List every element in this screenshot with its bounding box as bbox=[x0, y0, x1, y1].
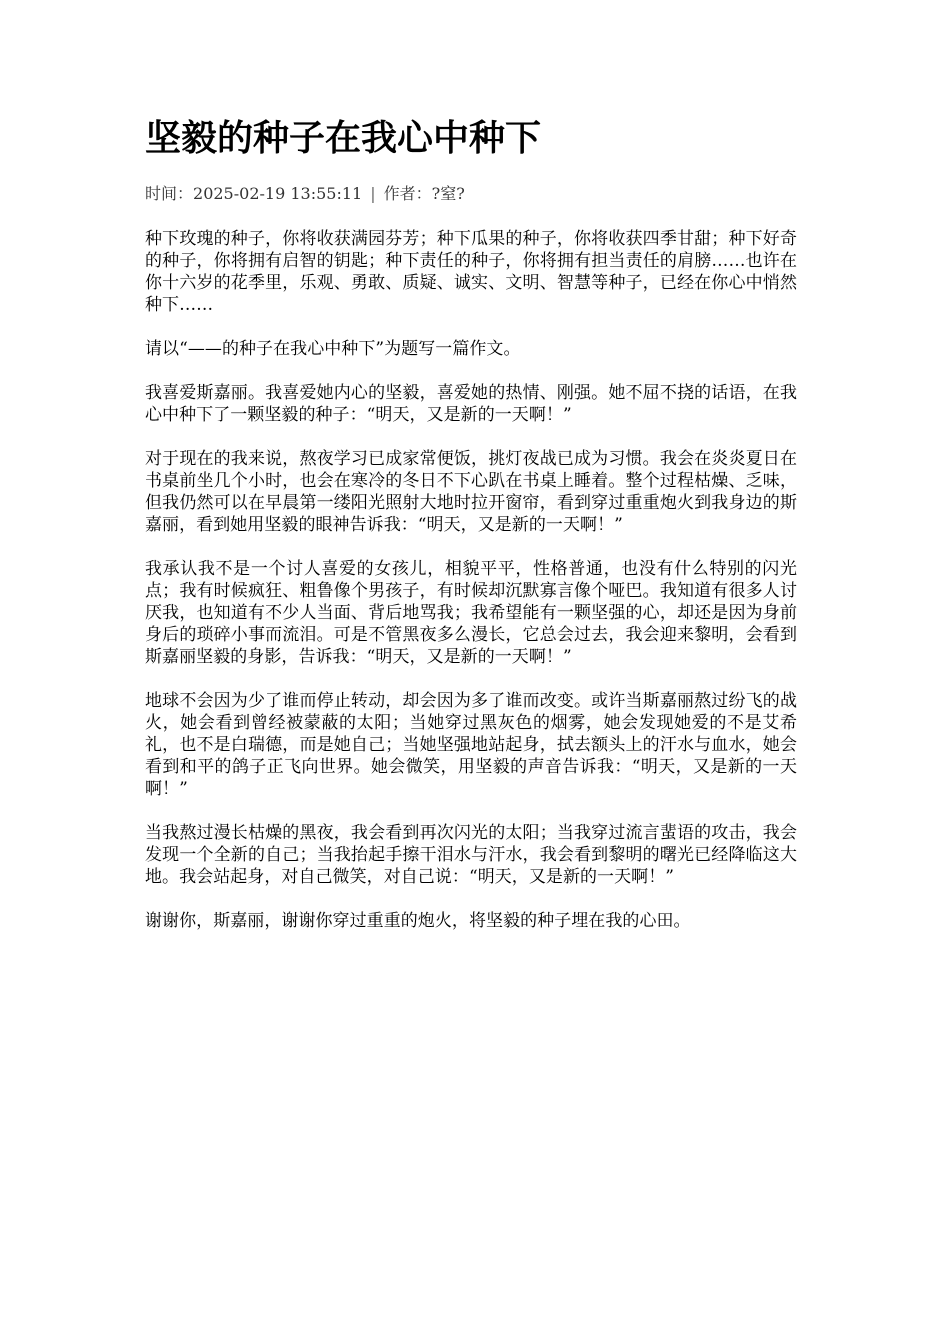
time-label: 时间： bbox=[145, 184, 194, 203]
meta-separator: | bbox=[370, 184, 376, 203]
paragraph-prompt-task: 请以“——的种子在我心中种下”为题写一篇作文。 bbox=[145, 339, 521, 359]
paragraph: 当我熬过漫长枯燥的黑夜，我会看到再次闪光的太阳；当我穿过流言蜚语的攻击，我会发现一个全新的自己；当我抬起手擦干泪水与汗水，我会看到黎明的曙光已经降临这大地。我会站起身，对自己微笑，对自己说：“明天，又是新的一天啊！” bbox=[145, 823, 797, 887]
paragraph: 我承认我不是一个讨人喜爱的女孩儿，相貌平平，性格普通，也没有什么特别的闪光点；我有时候疯狂、粗鲁像个男孩子，有时候却沉默寡言像个哑巴。我知道有很多人讨厌我，也知道有不少人当面、背后地骂我；我希望能有一颗坚强的心，却还是因为身前身后的琐碎小事而流泪。可是不管黑夜多么漫长，它总会过去，我会迎来黎明，会看到斯嘉丽坚毅的身影，告诉我：“明天，又是新的一天啊！” bbox=[145, 559, 797, 667]
paragraph-closing: 谢谢你，斯嘉丽，谢谢你穿过重重的炮火，将坚毅的种子埋在我的心田。 bbox=[145, 911, 691, 931]
paragraph-prompt-intro: 种下玫瑰的种子，你将收获满园芬芳；种下瓜果的种子，你将收获四季甘甜；种下好奇的种子，你将拥有启智的钥匙；种下责任的种子，你将拥有担当责任的肩膀……也许在你十六岁的花季里，乐观、勇敢、质疑、诚实、文明、智慧等种子，已经在你心中悄然种下…… bbox=[145, 229, 797, 315]
paragraph: 地球不会因为少了谁而停止转动，却会因为多了谁而改变。或许当斯嘉丽熬过纷飞的战火，她会看到曾经被蒙蔽的太阳；当她穿过黑灰色的烟雾，她会发现她爱的不是艾希礼，也不是白瑞德，而是她自己；当她坚强地站起身，拭去额头上的汗水与血水，她会看到和平的鸽子正飞向世界。她会微笑，用坚毅的声音告诉我：“明天，又是新的一天啊！” bbox=[145, 691, 797, 799]
article-title: 坚毅的种子在我心中种下 bbox=[145, 118, 542, 159]
author-value: ?窒? bbox=[431, 184, 465, 203]
time-value: 2025-02-19 13:55:11 bbox=[193, 184, 363, 203]
paragraph: 我喜爱斯嘉丽。我喜爱她内心的坚毅，喜爱她的热情、刚强。她不屈不挠的话语，在我心中种下了一颗坚毅的种子：“明天，又是新的一天啊！” bbox=[145, 383, 797, 425]
paragraph: 对于现在的我来说，熬夜学习已成家常便饭，挑灯夜战已成为习惯。我会在炎炎夏日在书桌前坐几个小时，也会在寒冷的冬日不下心趴在书桌上睡着。整个过程枯燥、乏味，但我仍然可以在早晨第一缕阳光照射大地时拉开窗帘，看到穿过重重炮火到我身边的斯嘉丽，看到她用坚毅的眼神告诉我：“明天，又是新的一天啊！” bbox=[145, 449, 797, 535]
article-meta bbox=[145, 182, 797, 206]
author-label: 作者： bbox=[383, 184, 432, 203]
article bbox=[145, 110, 797, 954]
article-body bbox=[145, 228, 797, 932]
